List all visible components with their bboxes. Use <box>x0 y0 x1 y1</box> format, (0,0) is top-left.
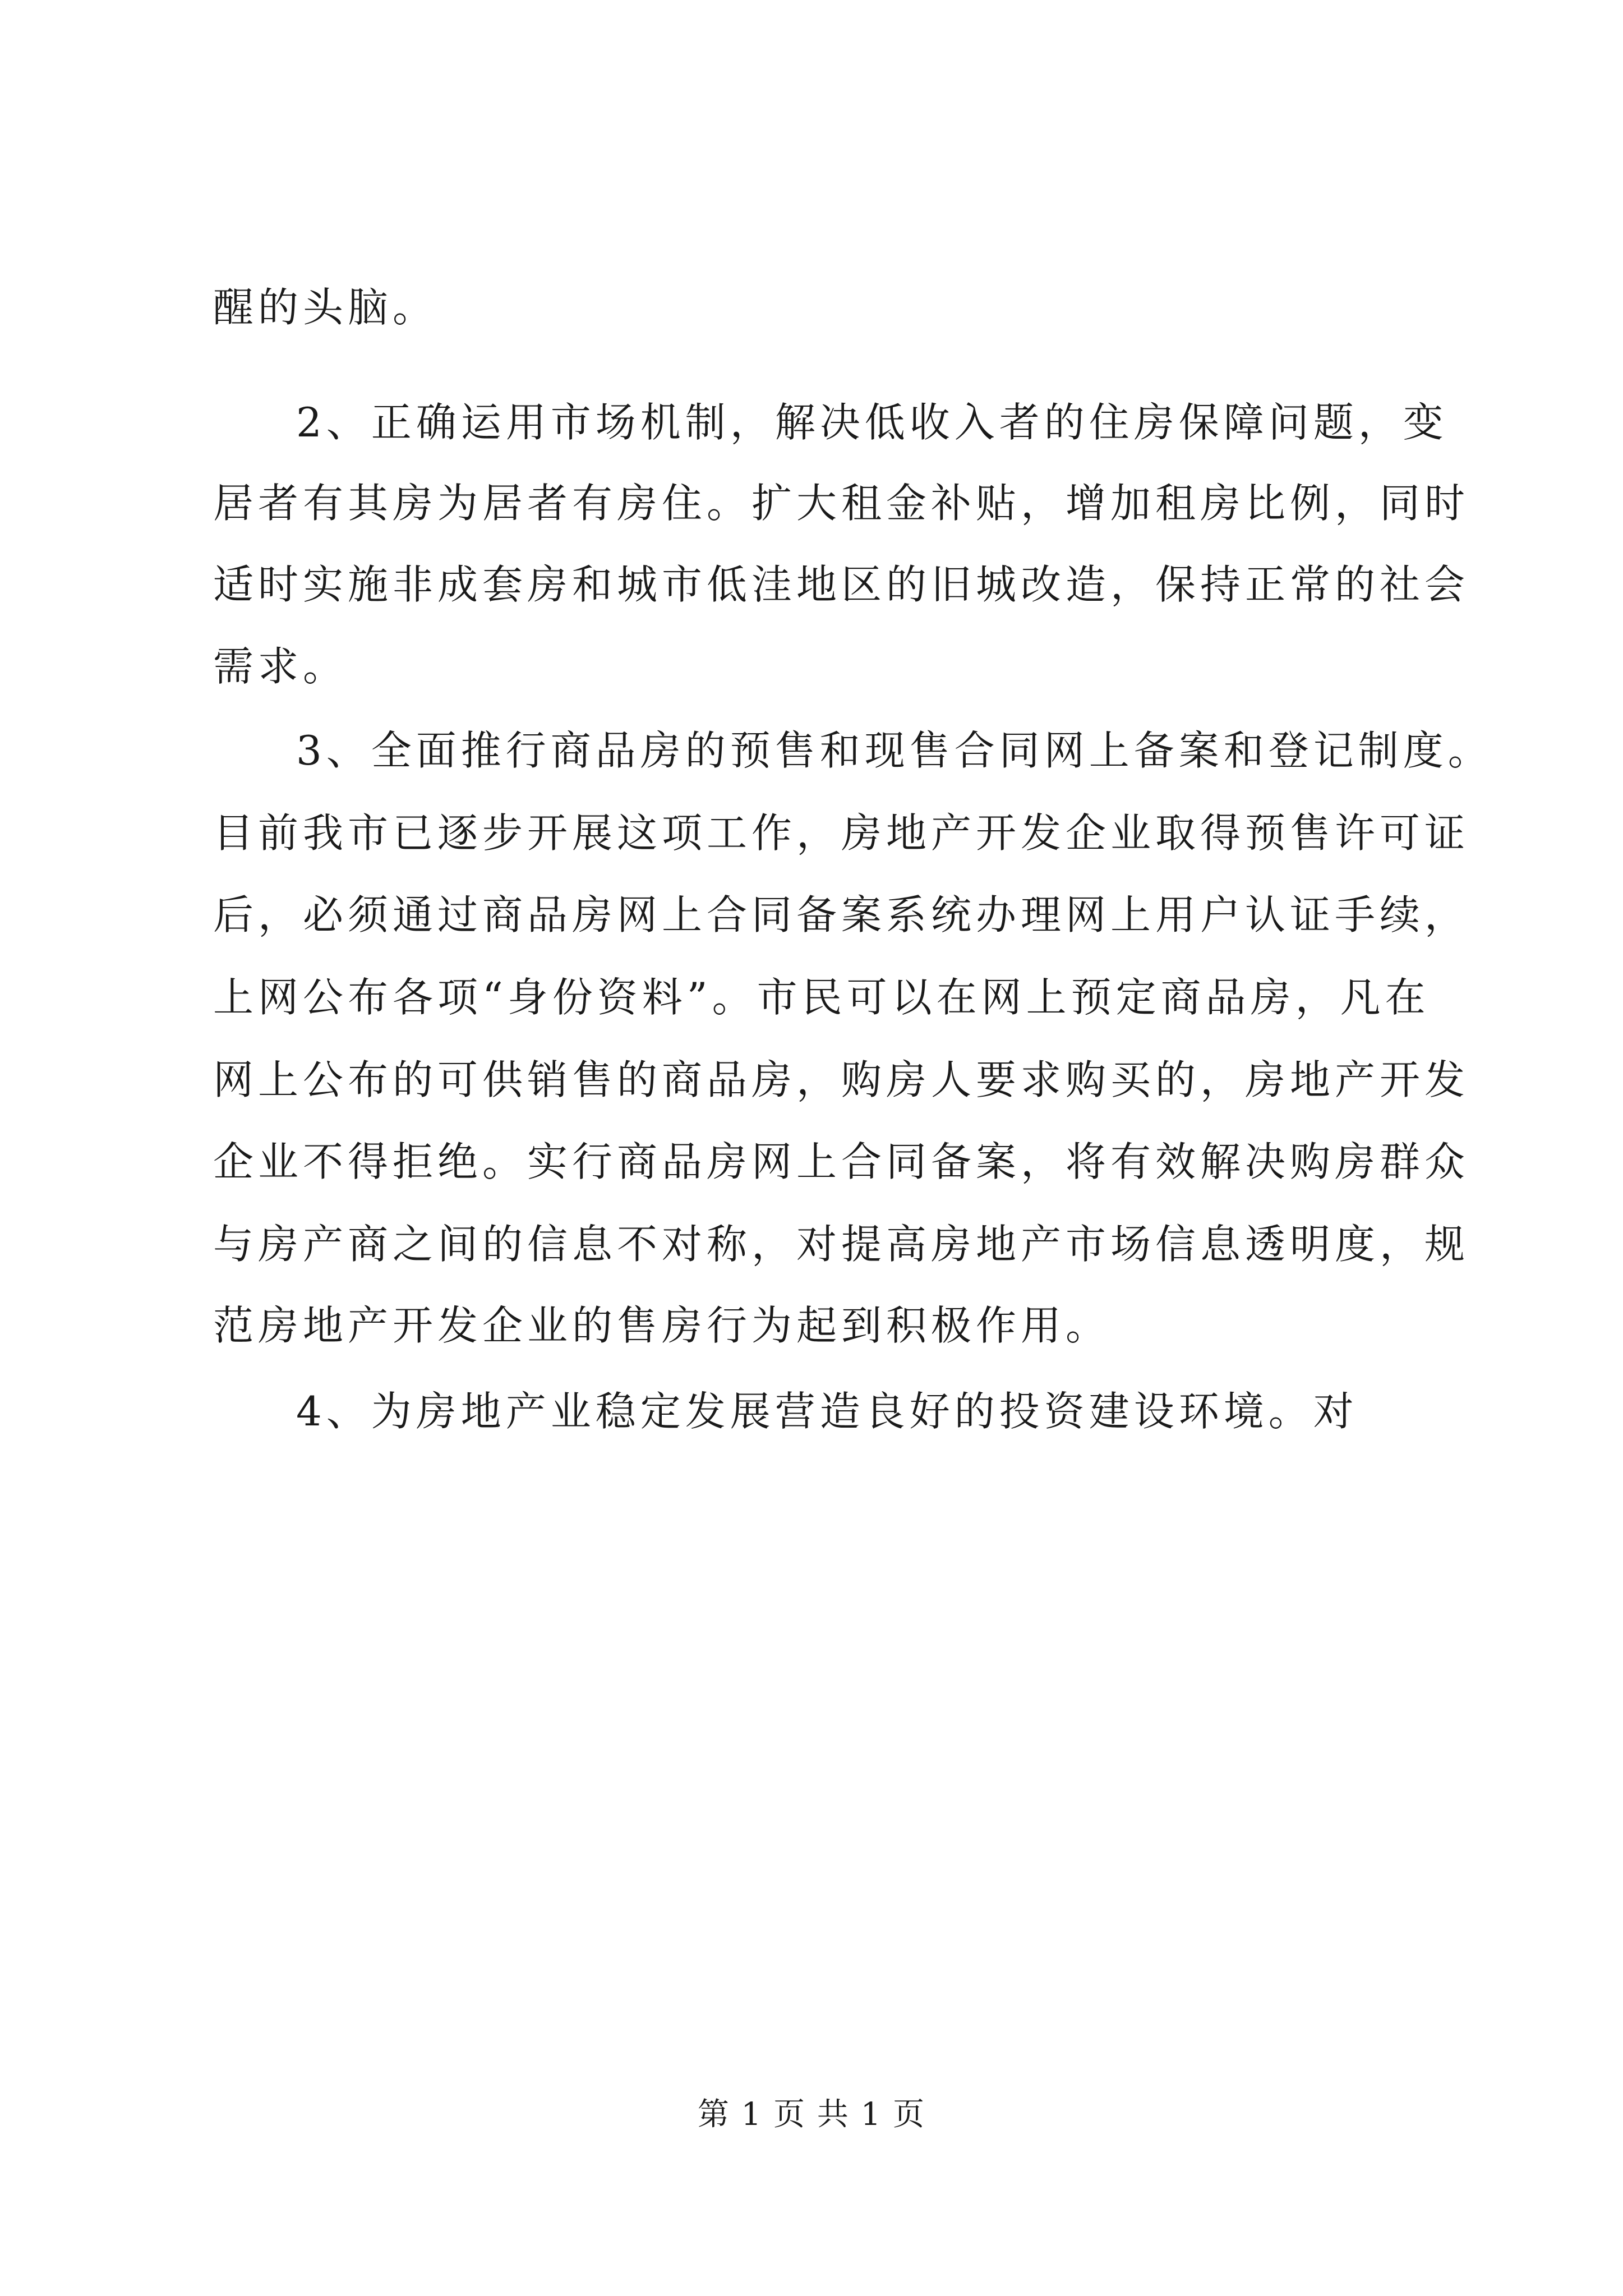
text-line: 醒的头脑。 <box>213 284 438 331</box>
text-line: 与房产商之间的信息不对称，对提高房地产市场信息透明度，规 <box>213 1221 1470 1268</box>
text-line: 目前我市已逐步开展这项工作，房地产开发企业取得预售许可证 <box>213 809 1470 857</box>
text-line: 网上公布的可供销售的商品房，购房人要求购买的，房地产开发 <box>213 1056 1470 1103</box>
text-line: 企业不得拒绝。实行商品房网上合同备案，将有效解决购房群众 <box>213 1138 1470 1185</box>
paragraph-start-line: 3、全面推行商品房的预售和现售合同网上备案和登记制度。 <box>296 727 1493 774</box>
paragraph-start-line: 4、为房地产业稳定发展营造良好的投资建设环境。对 <box>296 1388 1358 1435</box>
text-line: 范房地产开发企业的售房行为起到积极作用。 <box>213 1302 1111 1349</box>
text-line: 居者有其房为居者有房住。扩大租金补贴，增加租房比例，同时 <box>213 480 1470 527</box>
text-line: 需求。 <box>213 643 348 690</box>
text-line: 后，必须通过商品房网上合同备案系统办理网上用户认证手续， <box>213 891 1470 938</box>
text-line: 上网公布各项“身份资料”。市民可以在网上预定商品房，凡在 <box>213 974 1430 1021</box>
text-line: 适时实施非成套房和城市低洼地区的旧城改造，保持正常的社会 <box>213 561 1470 608</box>
paragraph-start-line: 2、正确运用市场机制，解决低收入者的住房保障问题，变 <box>296 399 1448 446</box>
page-number-footer: 第 1 页 共 1 页 <box>697 2096 926 2133</box>
